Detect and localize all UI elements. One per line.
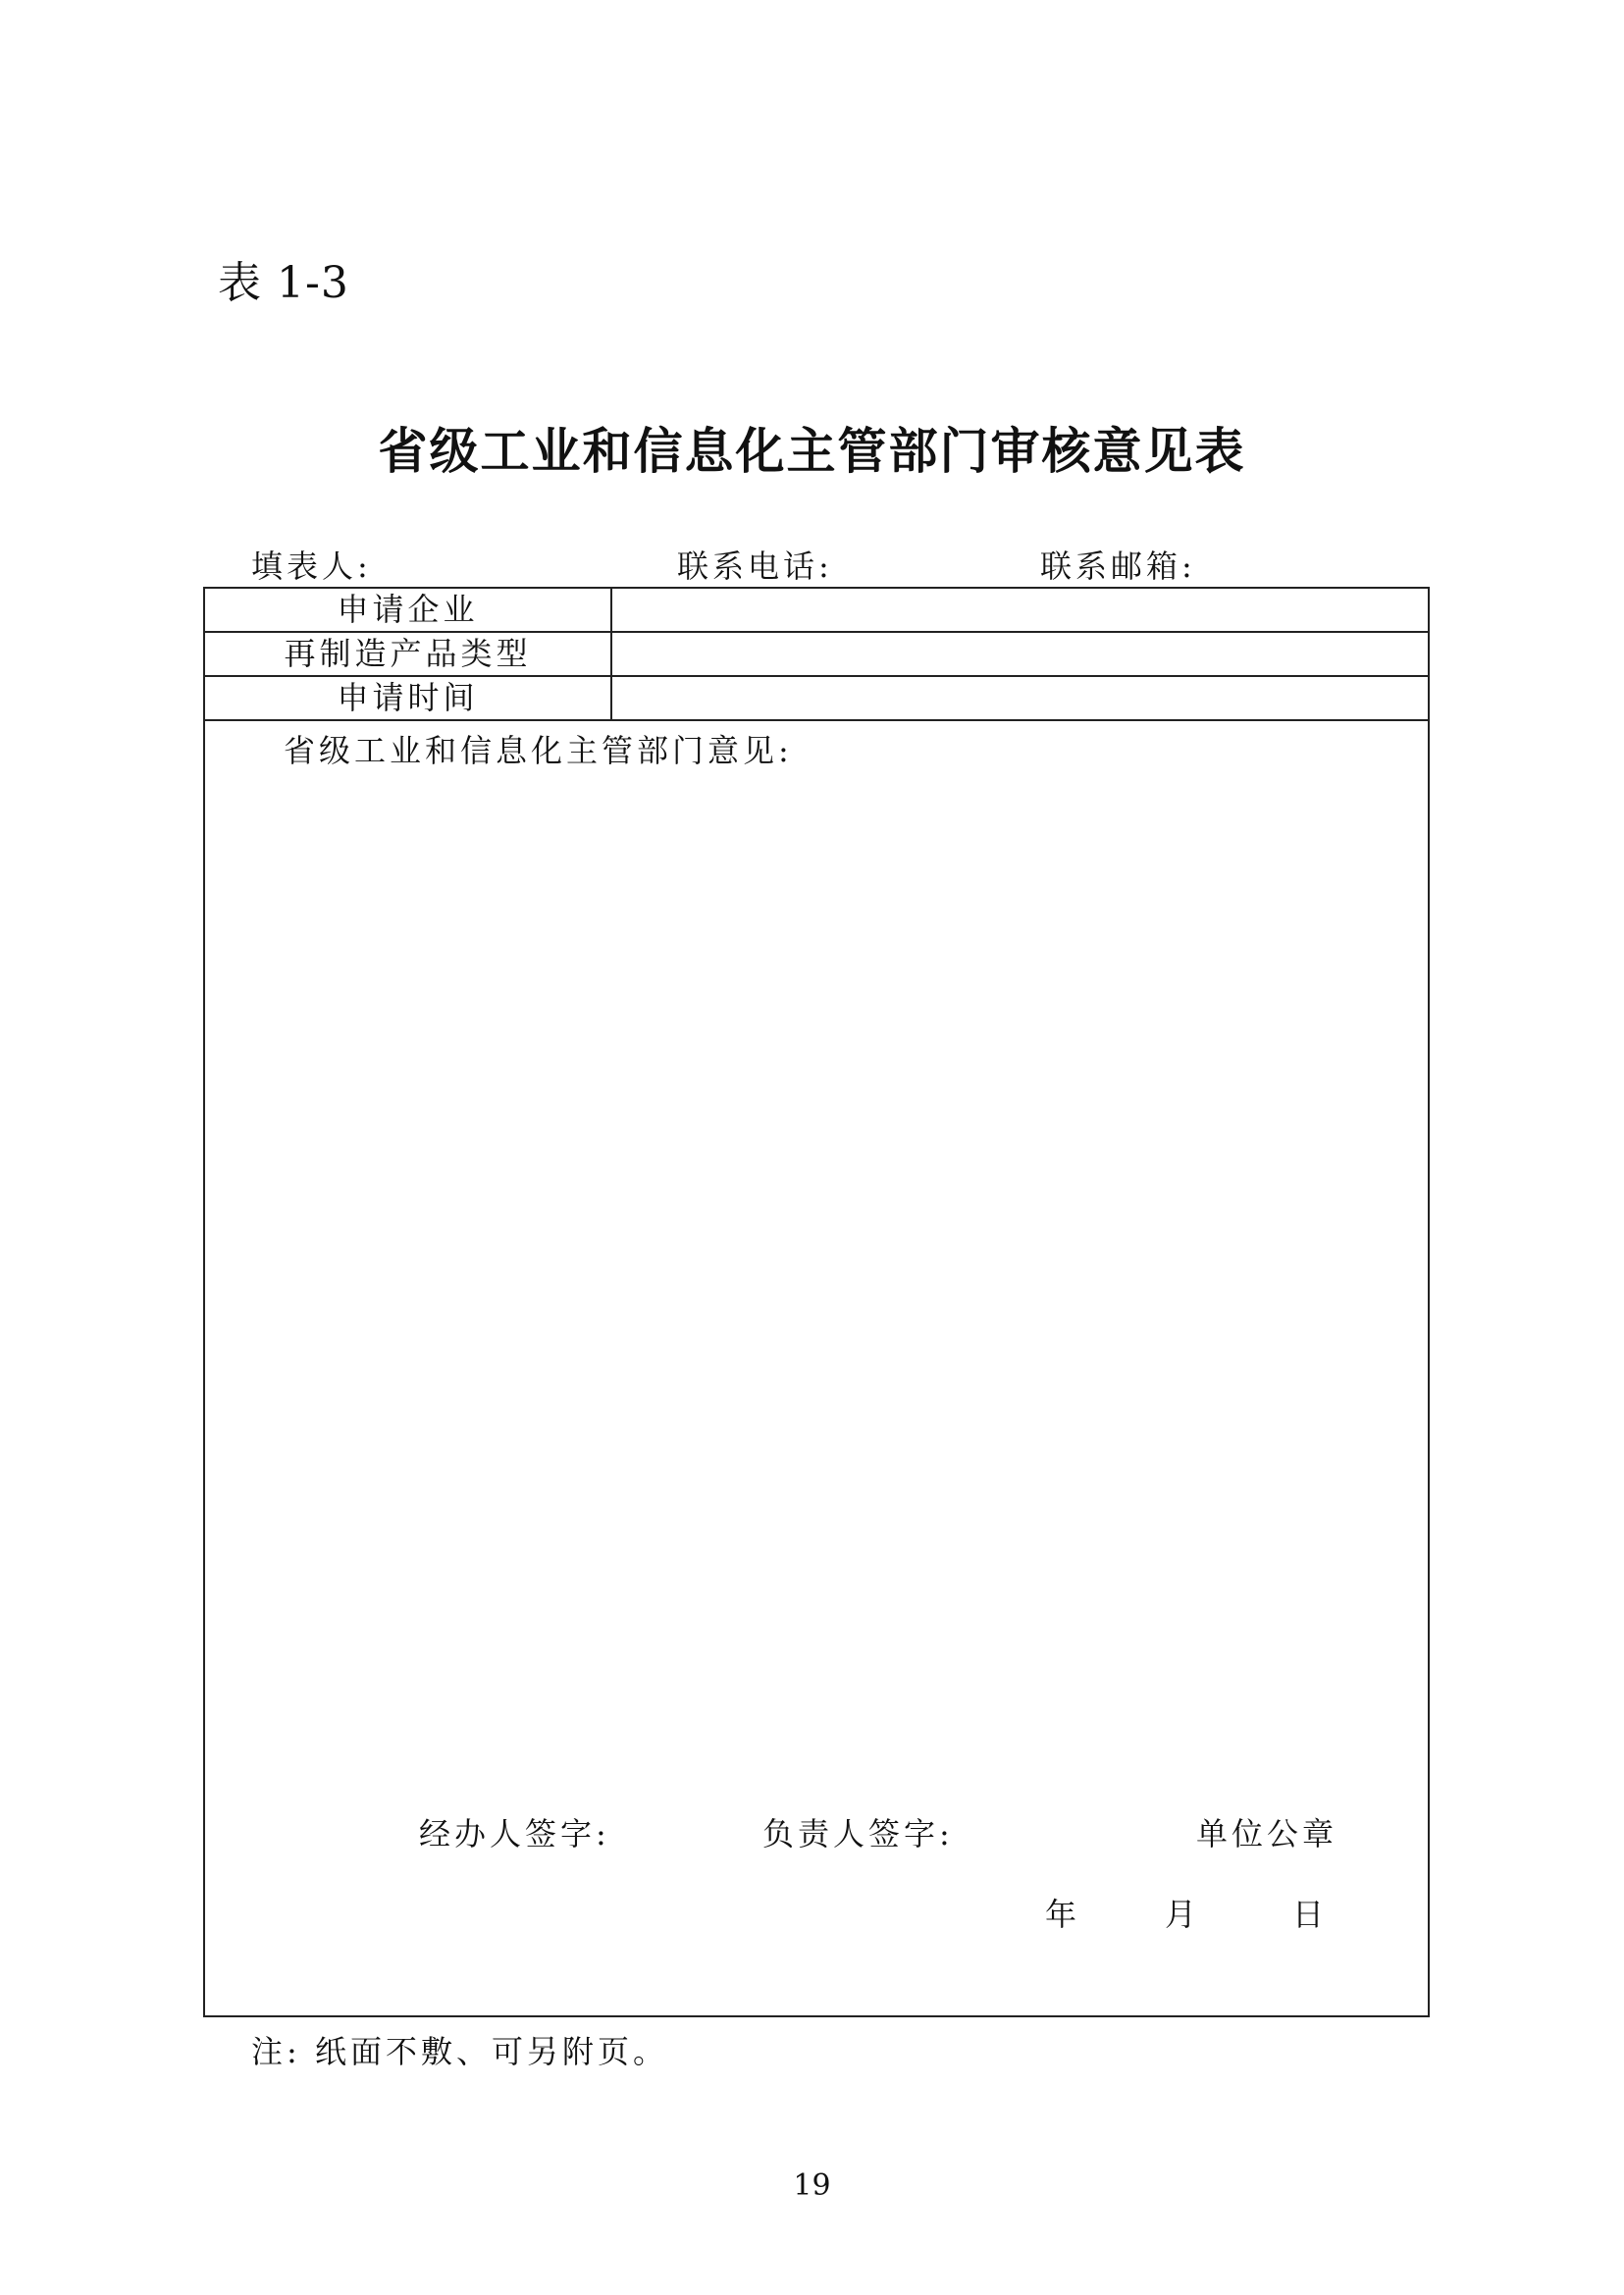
page-title: 省级工业和信息化主管部门审核意见表 [378, 422, 1246, 480]
opinion-label: 省级工业和信息化主管部门意见: [284, 732, 793, 769]
date-day-label: 日 [1292, 1896, 1325, 1933]
unit-seal-label: 单位公章 [1196, 1815, 1338, 1852]
application-date-label: 申请时间 [205, 677, 612, 719]
date-year-label: 年 [1045, 1896, 1077, 1933]
table-number: 表 1-3 [218, 258, 349, 308]
product-type-label: 再制造产品类型 [205, 633, 612, 675]
table-row-applicant [205, 589, 1428, 633]
filler-label: 填表人: [251, 548, 372, 585]
application-date-field[interactable] [612, 677, 1428, 719]
handler-signature-label: 经办人签字: [419, 1815, 610, 1852]
contact-email-label: 联系邮箱: [1040, 548, 1196, 585]
leader-signature-label: 负责人签字: [762, 1815, 954, 1852]
footnote: 注: 纸面不敷、可另附页。 [251, 2033, 668, 2070]
contact-phone-label: 联系电话: [677, 548, 833, 585]
applicant-company-field[interactable] [612, 589, 1428, 631]
opinion-field[interactable] [225, 785, 1408, 1786]
date-month-label: 月 [1165, 1896, 1197, 1933]
table-row-product-type [205, 633, 1428, 677]
product-type-field[interactable] [612, 633, 1428, 675]
page-number: 19 [793, 2168, 831, 2203]
table-row-application-date [205, 677, 1428, 721]
applicant-company-label: 申请企业 [205, 589, 612, 631]
review-form-table [203, 587, 1430, 2017]
